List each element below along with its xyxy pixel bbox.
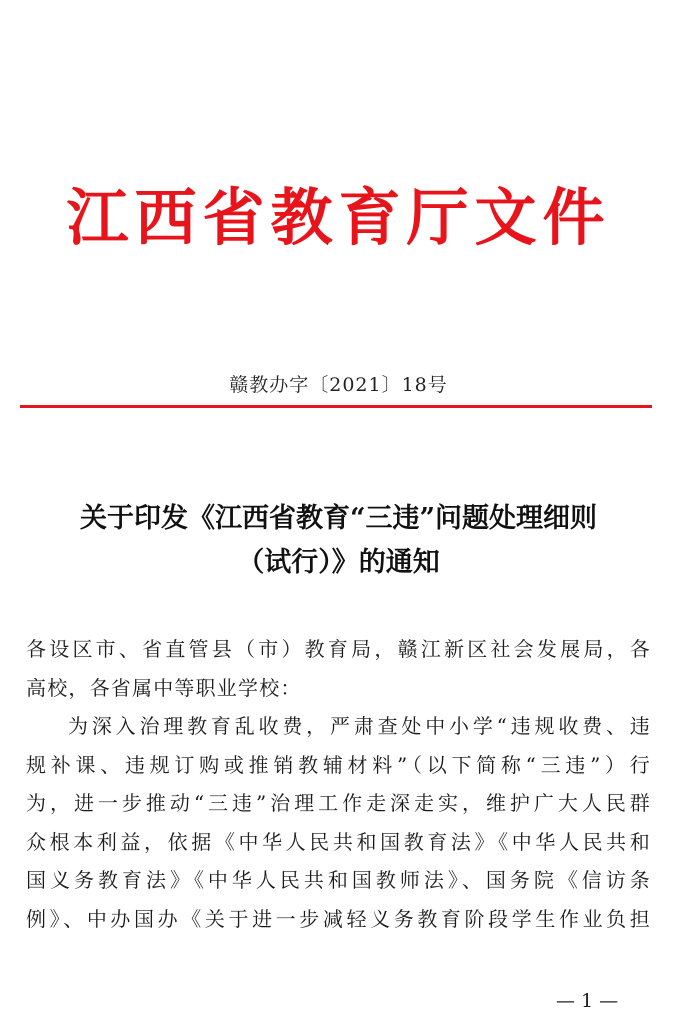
body-line: 规补课、违规订购或推销教辅材料”（以下简称“三违”）行 <box>26 752 651 777</box>
body-line: 众根本利益，依据《中华人民共和国教育法》《中华人民共和 <box>26 829 651 854</box>
notice-title-line-1: 关于印发《江西省教育“三违”问题处理细则 <box>79 503 598 534</box>
body-line: 为，进一步推动“三违”治理工作走深走实，维护广大人民群 <box>26 791 651 815</box>
body-line: 各设区市、省直管县（市）教育局，赣江新区社会发展局，各 <box>26 637 651 661</box>
body-line: 高校，各省属中等职业学校： <box>26 675 302 700</box>
body-text <box>26 630 651 938</box>
body-line: 国义务教育法》《中华人民共和国教师法》、国务院《信访条 <box>26 868 651 892</box>
issuer-header-title: 江西省教育厅文件 <box>66 181 611 254</box>
notice-title-line-2: （试行）》的通知 <box>237 547 440 578</box>
page-number: — 1 — <box>556 990 619 1012</box>
red-divider-line <box>20 405 652 408</box>
body-line: 例》、中办国办《关于进一步减轻义务教育阶段学生作业负担 <box>26 906 651 931</box>
document-number: 赣教办字〔2021〕18号 <box>229 374 448 396</box>
body-line: 为深入治理教育乱收费，严肃查处中小学“违规收费、违 <box>68 714 651 738</box>
notice-title <box>20 497 657 585</box>
